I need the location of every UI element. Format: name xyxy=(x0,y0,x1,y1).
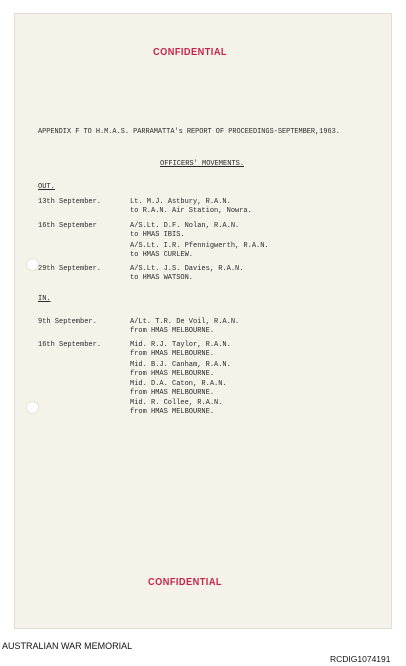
entry-origin: from HMAS MELBOURNE. xyxy=(130,350,215,358)
entry-date: 29th September. xyxy=(38,265,102,273)
entry-name: Mid. R.J. Taylor, R.A.N. xyxy=(130,341,231,349)
entry-origin: from HMAS MELBOURNE. xyxy=(130,370,215,378)
entry-destination: to HMAS CURLEW. xyxy=(130,251,194,259)
confidential-stamp-top: CONFIDENTIAL xyxy=(153,47,228,58)
section-title-out: OUT. xyxy=(38,183,55,191)
entry-name: Lt. M.J. Astbury, R.A.N. xyxy=(130,198,231,206)
entry-destination: to HMAS WATSON. xyxy=(130,274,194,282)
section-title-in: IN. xyxy=(38,295,51,303)
entry-name: A/S.Lt. D.F. Nolan, R.A.N. xyxy=(130,222,240,230)
entry-origin: from HMAS MELBOURNE. xyxy=(130,408,215,416)
entry-destination: to R.A.N. Air Station, Nowra. xyxy=(130,207,252,215)
confidential-stamp-bottom: CONFIDENTIAL xyxy=(148,577,223,588)
entry-name: A/S.Lt. I.R. Pfennigwerth, R.A.N. xyxy=(130,242,269,250)
entry-date: 16th September. xyxy=(38,341,102,349)
entry-name: Mid. B.J. Canham, R.A.N. xyxy=(130,361,231,369)
entry-name: A/Lt. T.R. De Voil, R.A.N. xyxy=(130,318,240,326)
entry-destination: to HMAS IBIS. xyxy=(130,231,185,239)
document-subheading: OFFICERS' MOVEMENTS. xyxy=(160,160,245,168)
entry-date: 9th September. xyxy=(38,318,97,326)
footer-record-id: RCDIG1074191 xyxy=(330,654,391,664)
entry-origin: from HMAS MELBOURNE. xyxy=(130,389,215,397)
document-heading: APPENDIX F TO H.M.A.S. PARRAMATTA's REPORT OF PROCEEDINGS-SEPTEMBER,1963. xyxy=(38,128,340,136)
entry-date: 16th September xyxy=(38,222,97,230)
punch-hole-bottom xyxy=(26,401,39,414)
footer-collection-label: AUSTRALIAN WAR MEMORIAL xyxy=(2,641,133,651)
entry-date: 13th September. xyxy=(38,198,102,206)
entry-name: Mid. R. Collee, R.A.N. xyxy=(130,399,223,407)
entry-origin: from HMAS MELBOURNE. xyxy=(130,327,215,335)
entry-name: Mid. D.A. Caton, R.A.N. xyxy=(130,380,227,388)
entry-name: A/S.Lt. J.S. Davies, R.A.N. xyxy=(130,265,244,273)
